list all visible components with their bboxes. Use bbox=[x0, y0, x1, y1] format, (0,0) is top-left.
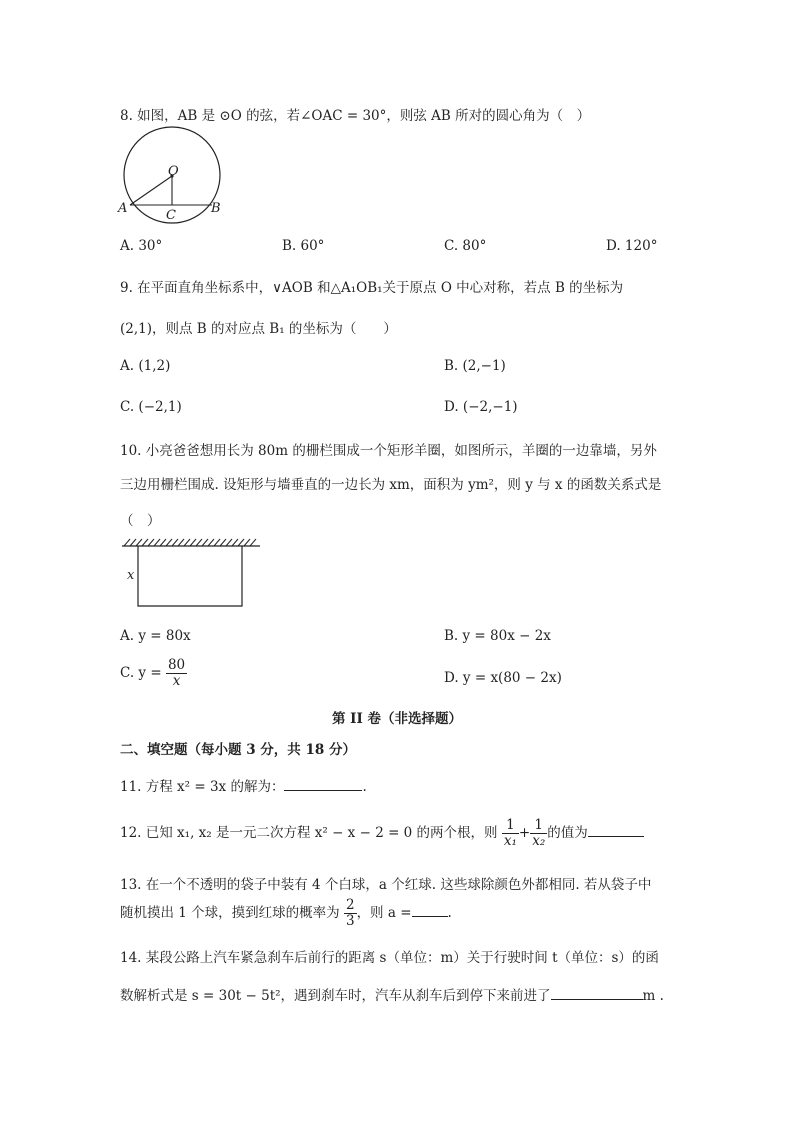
q12-f1-den: x₁ bbox=[503, 832, 517, 849]
q11-prefix: 11. 方程 x² = 3x 的解为： bbox=[120, 779, 285, 795]
section-title: 第 II 卷（非选择题） bbox=[331, 711, 463, 727]
q10-option-a: A. y = 80x bbox=[120, 628, 191, 644]
label-o: O bbox=[168, 164, 179, 179]
q12-plus: + bbox=[518, 824, 531, 841]
q13-answer-blank[interactable] bbox=[412, 916, 448, 917]
label-x: x bbox=[127, 568, 135, 583]
q12-suffix: 的值为 bbox=[547, 824, 588, 841]
q10-option-d: D. y = x(80 − 2x) bbox=[444, 670, 562, 686]
q12-answer-blank[interactable] bbox=[588, 836, 644, 837]
q12-f2-den: x₂ bbox=[532, 832, 546, 849]
q9-option-b: B. (2,−1) bbox=[444, 358, 506, 374]
circle-diagram bbox=[112, 126, 230, 230]
q9-option-a: A. (1,2) bbox=[120, 358, 171, 374]
q12-fraction-1 bbox=[502, 818, 519, 849]
q13-frac-num: 2 bbox=[345, 897, 355, 913]
label-b: B bbox=[211, 201, 221, 216]
q14-line1: 14. 某段公路上汽车紧急刹车后前行的距离 s（单位：m）关于行驶时间 t（单位：s）的函 bbox=[120, 950, 659, 966]
q8-option-a: A. 30° bbox=[120, 238, 163, 254]
q12-fraction-2 bbox=[530, 818, 547, 849]
q10-option-c bbox=[120, 658, 187, 689]
q10-option-c-prefix: C. y = bbox=[120, 664, 162, 681]
pen-diagram bbox=[118, 536, 264, 610]
q10-fraction-den: x bbox=[172, 672, 181, 689]
wall-hatching bbox=[124, 539, 256, 546]
q13-line1: 13. 在一个不透明的袋子中装有 4 个白球，a 个红球. 这些球除颜色外都相同. 若从袋子中 bbox=[120, 877, 652, 893]
q10-fraction-num: 80 bbox=[167, 657, 186, 673]
q10-line1: 10. 小亮爸爸想用长为 80m 的栅栏围成一个矩形羊圈，如图所示，羊圈的一边靠墙，另外 bbox=[120, 443, 657, 459]
q11 bbox=[120, 775, 367, 795]
q9-option-c: C. (−2,1) bbox=[120, 399, 182, 415]
q14-answer-blank[interactable] bbox=[551, 999, 643, 1000]
q12-prefix: 12. 已知 x₁, x₂ 是一元二次方程 x² − x − 2 = 0 的两个根，则 bbox=[120, 824, 498, 841]
q10-line3: （ ） bbox=[120, 513, 161, 529]
segment-oa bbox=[130, 176, 172, 205]
q13-fraction bbox=[344, 898, 357, 929]
q13-line2-suffix: . bbox=[447, 904, 452, 921]
q14-line2-prefix: 数解析式是 s = 30t − 5t²，遇到刹车时，汽车从刹车后到停下来前进了 bbox=[120, 988, 551, 1004]
q14-line2-suffix: m . bbox=[642, 988, 664, 1004]
q9-line1: 9. 在平面直角坐标系中，∨AOB 和△A₁OB₁关于原点 O 中心对称，若点 B 的坐标为 bbox=[120, 280, 624, 296]
q8-option-b: B. 60° bbox=[282, 238, 325, 254]
q11-answer-blank[interactable] bbox=[284, 790, 362, 791]
q12-f2-num: 1 bbox=[530, 818, 547, 834]
label-a: A bbox=[118, 201, 128, 216]
q10-option-c-fraction bbox=[166, 658, 187, 689]
q12 bbox=[120, 818, 644, 849]
q13-line2 bbox=[120, 898, 452, 929]
q10-option-b: B. y = 80x − 2x bbox=[444, 628, 551, 644]
section-heading: 二、填空题（每小题 3 分，共 18 分） bbox=[120, 742, 356, 758]
q11-suffix: . bbox=[362, 779, 367, 795]
q14-line2 bbox=[120, 984, 664, 1004]
fence bbox=[138, 546, 242, 606]
q8-option-d: D. 120° bbox=[606, 238, 658, 254]
q10-line2: 三边用栅栏围成. 设矩形与墙垂直的一边长为 xm，面积为 ym²，则 y 与 x 的函数关系式是 bbox=[120, 477, 662, 493]
q8-stem: 8. 如图，AB 是 ⊙O 的弦，若∠OAC = 30°，则弦 AB 所对的圆心角为（ ） bbox=[120, 108, 591, 124]
q13-line2-prefix: 随机摸出 1 个球，摸到红球的概率为 bbox=[120, 904, 340, 921]
q9-line2: (2,1)，则点 B 的对应点 B₁ 的坐标为（ ） bbox=[120, 321, 397, 337]
q13-frac-den: 3 bbox=[345, 912, 355, 929]
q9-option-d: D. (−2,−1) bbox=[444, 399, 518, 415]
label-c: C bbox=[166, 208, 176, 223]
q12-f1-num: 1 bbox=[502, 818, 519, 834]
q13-line2-mid: ，则 a = bbox=[356, 904, 412, 921]
q8-option-c: C. 80° bbox=[444, 238, 487, 254]
